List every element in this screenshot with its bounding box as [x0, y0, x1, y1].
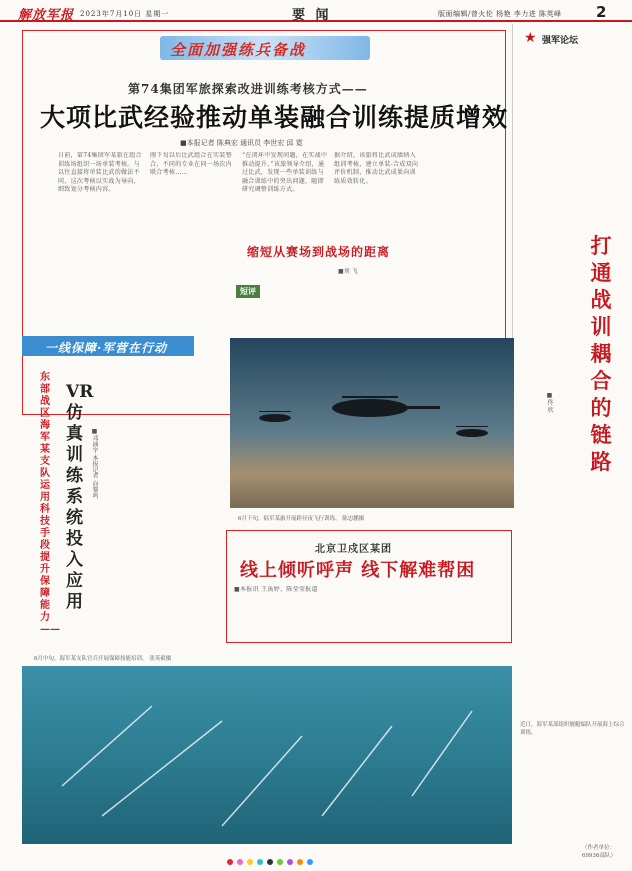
lead-body-col-3: “在闭环中发现问题，在实战中推动提升。”该旅领导介绍，通过比武，发现一些单装训练与融合训练中的突出问题，随即研究调整训练方式。 [242, 152, 328, 194]
fleet-photo-caption: 近日，海军某部组织舰艇编队开展海上综合训练。 [520, 722, 625, 736]
ship-wakes [22, 666, 512, 844]
star-icon: ★ [524, 30, 537, 46]
lead-byline: ■本报记者 陈典宏 通讯员 李世宏 邱 霓 [180, 139, 303, 147]
fleet-photo [22, 666, 512, 844]
frontline-headline: VR仿真训练系统投入应用 [66, 382, 94, 612]
author-unit: （作者单位：69936部队） [582, 845, 616, 859]
lead-kicker: 第74集团军旅探索改进训练考核方式—— [128, 82, 368, 96]
issue-date: 2023年7月10日 星期一 [80, 10, 170, 18]
editors-line: 版面编辑/曾火伦 杨艳 李力进 陈英峰 [438, 10, 562, 18]
lead-body-col-1: 日前，第74集团军某旅在组合训练场组织一场单装考核。与以往直接将单装比武的做法不同，这次考核以实战为导向，细致划分考核内容。 [58, 152, 142, 194]
page-number: 2 [596, 3, 607, 21]
frontline-photo-caption: 6月中旬，海军某支队官兵开展保障技能培训。 张英毅摄 [34, 656, 172, 662]
beijing-headline: 线上倾听呼声 线下解难帮困 [240, 560, 476, 581]
frontline-subtitle: 东部战区海军某支队运用科技手段提升保障能力—— [40, 372, 60, 635]
helicopter-photo-caption: 6月下旬，陆军某旅开展跨昼夜飞行训练。 陈忠鹏摄 [238, 516, 365, 522]
helicopter-photo [230, 338, 514, 508]
sidebar-author: ■佟 欣 [546, 392, 553, 413]
sidebar-title: 打通战训耦合的链路 [590, 233, 612, 474]
sidebar-column-name: 强军论坛 [542, 36, 579, 46]
helicopter-silhouettes [230, 338, 514, 508]
lead-body-col-2: 刚下旬以后比武组合在实装整合，不同的专业在同一场次内联合考核…… [150, 152, 232, 177]
section-title: 要 闻 [292, 8, 332, 23]
short-commentary-tag: 短评 [236, 285, 260, 298]
newspaper-logo: 解放军报 [18, 8, 75, 23]
short-commentary-author: ■刘 飞 [338, 268, 358, 275]
lead-body-col-4: 据介绍，该旅将比武成绩纳入组训考核，建立单装-合成双向评价机制，推动比武成果向训练质效转化。 [334, 152, 419, 185]
beijing-kicker: 北京卫戍区某团 [315, 544, 392, 555]
frontline-banner-text: 一线保障·军营在行动 [45, 341, 168, 355]
beijing-byline: ■本报讯 王禹婷、陈莹莹报道 [234, 586, 318, 593]
lead-banner-text: 全面加强练兵备战 [170, 41, 307, 59]
short-commentary-title: 缩短从赛场到战场的距离 [247, 245, 391, 259]
frontline-byline: ■邓涵宇 本报记者 向黎鸣 [91, 428, 98, 499]
lead-headline: 大项比武经验推动单装融合训练提质增效 [40, 103, 509, 132]
color-registration-dots [0, 852, 632, 862]
